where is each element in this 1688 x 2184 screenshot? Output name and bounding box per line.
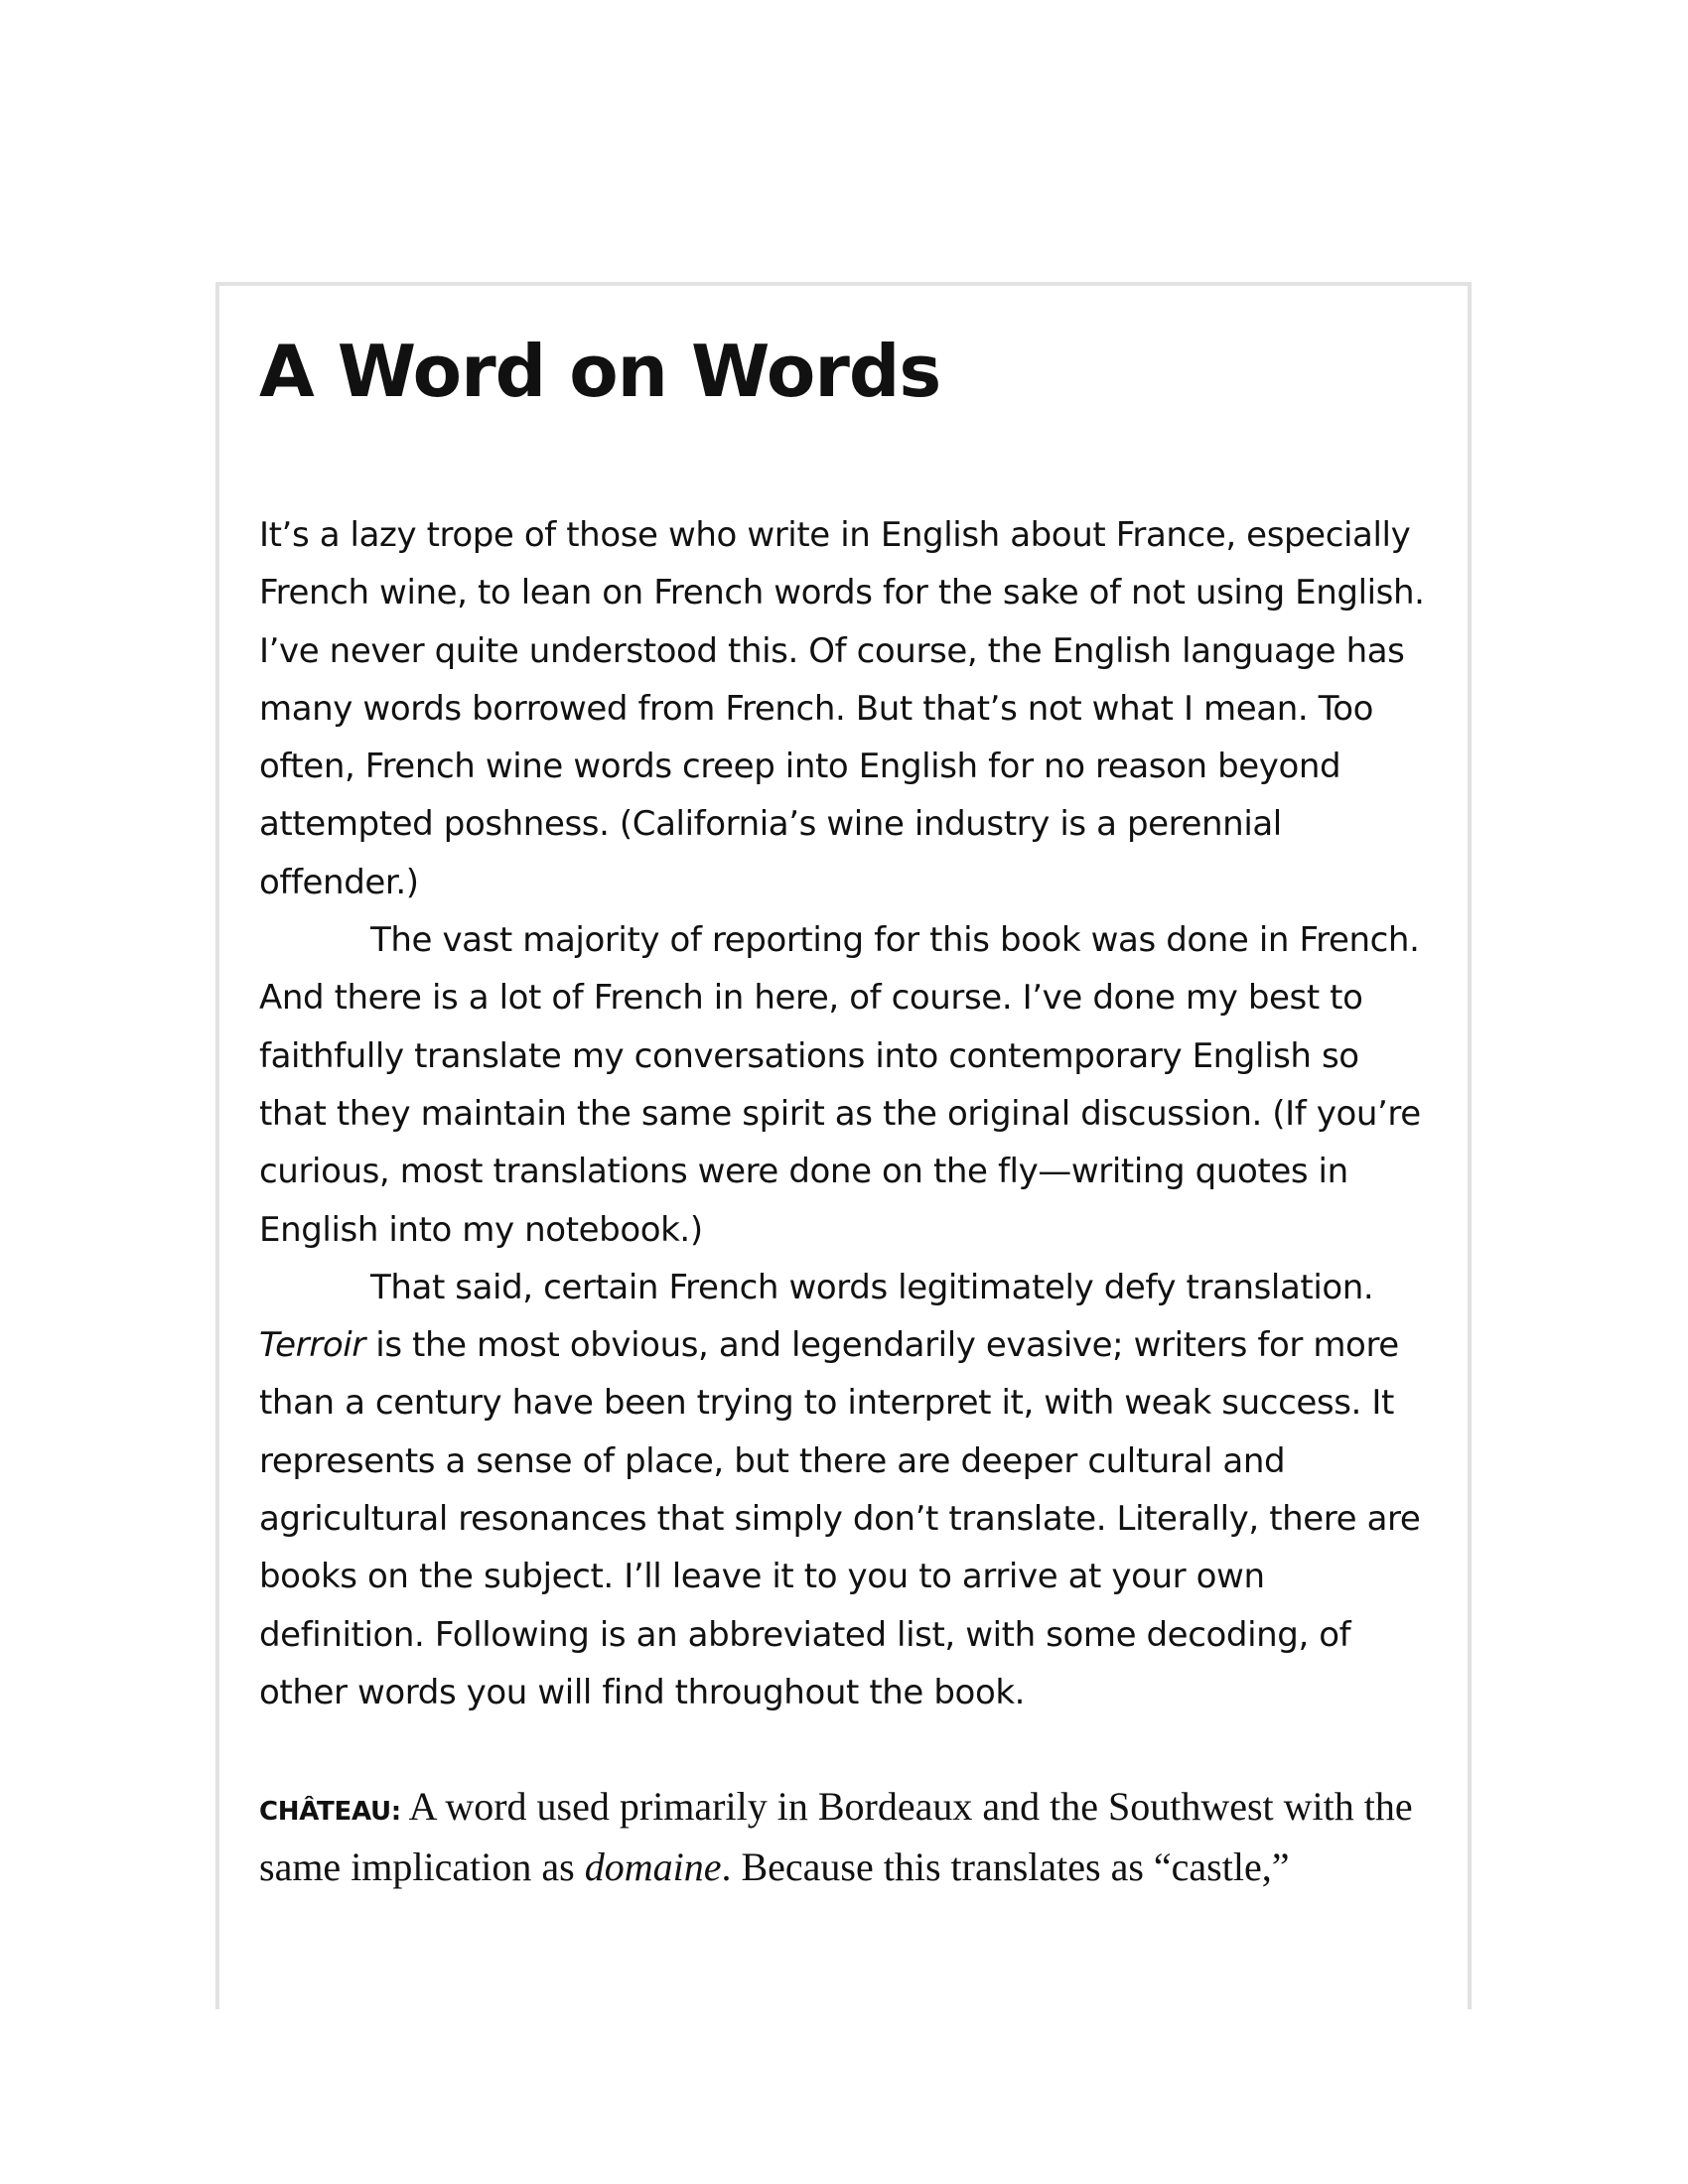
paragraph-3-text-start: That said, certain French words legitimately defy translation. xyxy=(370,1267,1374,1307)
glossary-term: CHÂTEAU: xyxy=(259,1797,401,1828)
glossary-definition-start: A word used primarily in Bordeaux and the Southwest with the same implication as xyxy=(259,1784,1413,1890)
page-content xyxy=(259,328,1431,1895)
body-text xyxy=(259,506,1431,1721)
paragraph-2: The vast majority of reporting for this book was done in French. And there is a lot of French in here, of course. I’ve done my best to faithfully translate my conversations into contemporary English so that they maintain the same spirit as the original discussion. (If you’re curious, most translations were done on the fly—writing quotes in English into my notebook.) xyxy=(259,920,1421,1250)
paragraph-1: It’s a lazy trope of those who write in English about France, especially French wine, to lean on French words for the sake of not using English. I’ve never quite understood this. Of course, the English language has many words borrowed from French. But that’s not what I mean. Too often, French wine words creep into English for no reason beyond attempted poshness. (California’s wine industry is a perennial offender.) xyxy=(259,515,1425,902)
glossary xyxy=(259,1779,1431,1895)
glossary-italic-domaine: domaine xyxy=(584,1844,722,1890)
glossary-definition-end: . Because this translates as “castle,” xyxy=(721,1844,1290,1890)
page-title: A Word on Words xyxy=(259,330,941,413)
term-terroir: Terroir xyxy=(259,1325,365,1366)
paragraph-3-text-end: is the most obvious, and legendarily evasive; writers for more than a century have been trying to interpret it, with weak success. It represents a sense of place, but there are deeper cultural and agricultural resonances that simply don’t translate. Literally, there are books on the subject. I’ll leave it to you to arrive at your own definition. Following is an abbreviated list, with some decoding, of other words you will find throughout the book. xyxy=(259,1325,1421,1712)
glossary-entry-chateau xyxy=(259,1779,1431,1895)
paragraph-3 xyxy=(259,1259,1431,1721)
